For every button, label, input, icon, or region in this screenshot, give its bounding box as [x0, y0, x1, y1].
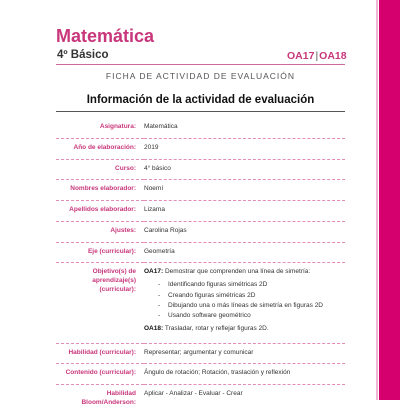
row-habilidad	[56, 343, 345, 364]
row-nombres	[56, 180, 345, 201]
value-nombres: Noemí	[144, 180, 345, 201]
oa18-text: Trasladar, rotar y reflejar figuras 2D.	[164, 324, 269, 332]
value-curso: 4° básico	[144, 159, 345, 180]
label-nombres: Nombres elaborador:	[56, 180, 144, 201]
label-asignatura: Asignatura:	[99, 123, 136, 130]
value-eje: Geometría	[144, 242, 345, 263]
label-bloom: Habilidad Bloom/Anderson:	[56, 385, 144, 414]
value-habilidad: Representar; argumentar y comunicar	[144, 343, 345, 364]
oa-codes	[287, 50, 347, 62]
list-item: - Creando figuras simétricas 2D	[158, 292, 345, 300]
title-rule	[56, 111, 345, 112]
oa17-code: OA17:	[144, 268, 164, 276]
label-eje: Eje (curricular):	[56, 242, 144, 263]
value-contenido: Ángulo de rotación; Rotación, traslación y reflexión	[144, 364, 345, 385]
value-objetivos	[144, 263, 345, 343]
row-bloom	[56, 385, 345, 414]
list-item: - Identificando figuras simétricas 2D	[158, 281, 345, 289]
row-apellidos	[56, 201, 345, 222]
value-ajustes: Carolina Rojas	[144, 221, 345, 242]
oa-code-first: OA17	[287, 50, 315, 62]
label-ajustes: Ajustes:	[56, 221, 144, 242]
oa17-bullet-list	[158, 281, 345, 321]
label-curso: Curso:	[56, 159, 144, 180]
row-eje	[56, 242, 345, 263]
row-anio	[56, 138, 345, 159]
document-title: Información de la actividad de evaluación	[86, 94, 315, 106]
grade-label: 4º Básico	[57, 49, 109, 61]
list-item: - Dibujando una o más líneas de simetría en figuras 2D	[158, 302, 345, 310]
label-objetivos: Objetivo(s) de aprendizaje(s) (curricular):	[56, 263, 144, 343]
oa18-block	[144, 325, 345, 334]
oa17-block	[144, 268, 345, 277]
activity-info-table	[56, 118, 345, 414]
row-curso	[56, 159, 345, 180]
list-item: - Usando software geométrico	[158, 312, 345, 320]
value-bloom: Aplicar - Analizar - Evaluar - Crear	[144, 385, 345, 414]
value-anio: 2019	[144, 138, 345, 159]
row-contenido	[56, 364, 345, 385]
oa17-text: Demostrar que comprenden una línea de simetría:	[164, 268, 311, 276]
row-objetivos	[56, 263, 345, 343]
label-apellidos: Apellidos elaborador:	[56, 201, 144, 222]
row-ajustes	[56, 221, 345, 242]
value-apellidos: Lizama	[144, 201, 345, 222]
oa-separator: |	[315, 50, 319, 62]
decorative-side-bar	[379, 0, 400, 400]
oa-code-second: OA18	[319, 50, 347, 62]
row-asignatura	[56, 118, 345, 138]
label-habilidad: Habilidad (curricular):	[56, 343, 144, 364]
label-contenido: Contenido (curricular):	[56, 364, 144, 385]
header-rule	[56, 64, 345, 65]
label-anio: Año de elaboración:	[56, 138, 144, 159]
ficha-label: FICHA DE ACTIVIDAD DE EVALUACIÓN	[105, 71, 296, 81]
oa18-code: OA18:	[144, 324, 164, 332]
value-asignatura: Matemática	[144, 123, 178, 130]
subject-title: Matemática	[56, 26, 155, 46]
